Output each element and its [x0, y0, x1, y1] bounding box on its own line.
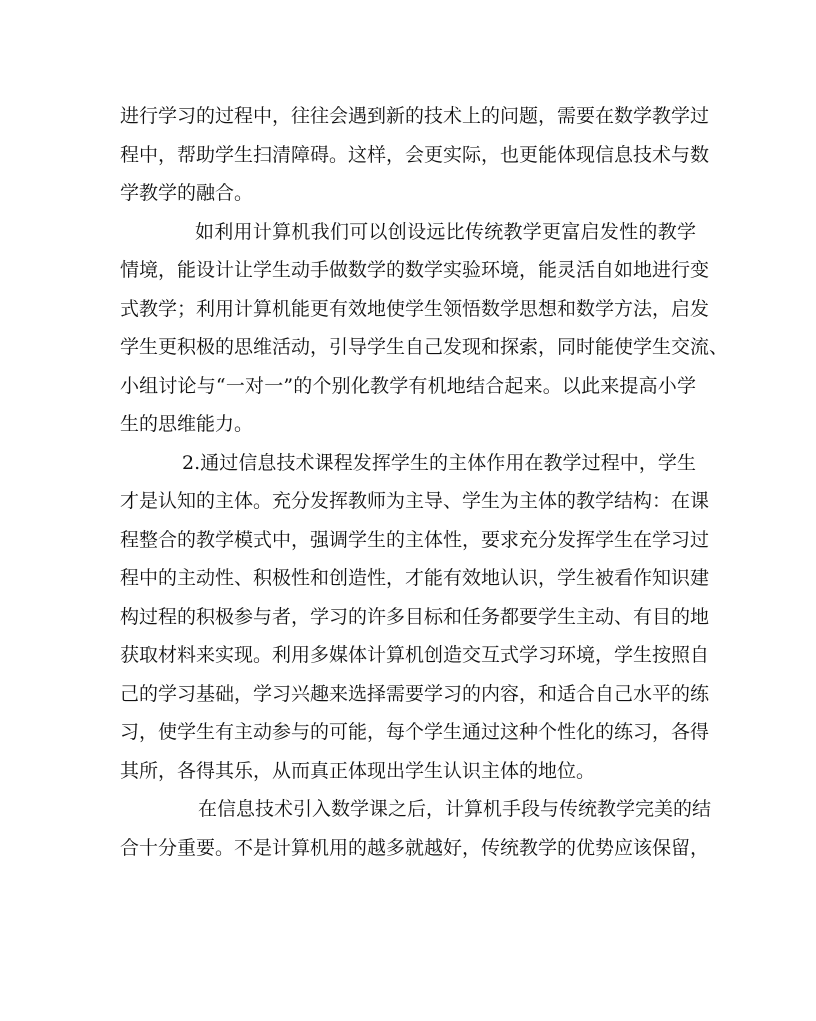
- text-line: 生的思维能力。: [120, 413, 254, 435]
- paragraph-first-line: 如利用计算机我们可以创设远比传统教学更富启发性的教学: [195, 220, 696, 243]
- text-line: 合十分重要。不是计算机用的越多就越好，传统教学的优势应该保留，: [120, 836, 710, 859]
- text-line: 程整合的教学模式中，强调学生的主体性，要求充分发挥学生在学习过: [120, 528, 710, 551]
- text-line: 学生更积极的思维活动，引导学生自己发现和探索，同时能使学生交流、: [120, 336, 729, 358]
- text-line: 式教学；利用计算机能更有效地使学生领悟数学思想和数学方法，启发: [120, 297, 710, 320]
- paragraph-first-line: 2.通过信息技术课程发挥学生的主体作用在教学过程中，学生: [182, 451, 696, 474]
- text-line: 才是认知的主体。充分发挥教师为主导、学生为主体的教学结构：在课: [120, 490, 710, 512]
- text-line: 习，使学生有主动参与的可能，每个学生通过这种个性化的练习，各得: [120, 721, 710, 743]
- text-line: 进行学习的过程中，往往会遇到新的技术上的问题，需要在数学教学过: [120, 105, 710, 127]
- text-line: 程中，帮助学生扫清障碍。这样，会更实际，也更能体现信息技术与数: [120, 143, 710, 166]
- text-line: 其所，各得其乐，从而真正体现出学生认识主体的地位。: [120, 759, 596, 782]
- text-line: 情境，能设计让学生动手做数学的数学实验环境，能灵活自如地进行变: [120, 259, 710, 281]
- paragraph-first-line: 在信息技术引入数学课之后，计算机手段与传统教学完美的结: [198, 798, 712, 820]
- text-line: 获取材料来实现。利用多媒体计算机创造交互式学习环境，学生按照自: [120, 644, 710, 666]
- text-line: 学教学的融合。: [120, 182, 254, 204]
- text-line: 构过程的积极参与者，学习的许多目标和任务都要学生主动、有目的地: [120, 605, 710, 628]
- text-line: 小组讨论与“一对一”的个别化教学有机地结合起来。以此来提高小学: [120, 374, 696, 397]
- document-body: [120, 97, 729, 867]
- text-line: 程中的主动性、积极性和创造性，才能有效地认识，学生被看作知识建: [120, 567, 710, 589]
- text-line: 己的学习基础，学习兴趣来选择需要学习的内容，和适合自己水平的练: [120, 682, 710, 705]
